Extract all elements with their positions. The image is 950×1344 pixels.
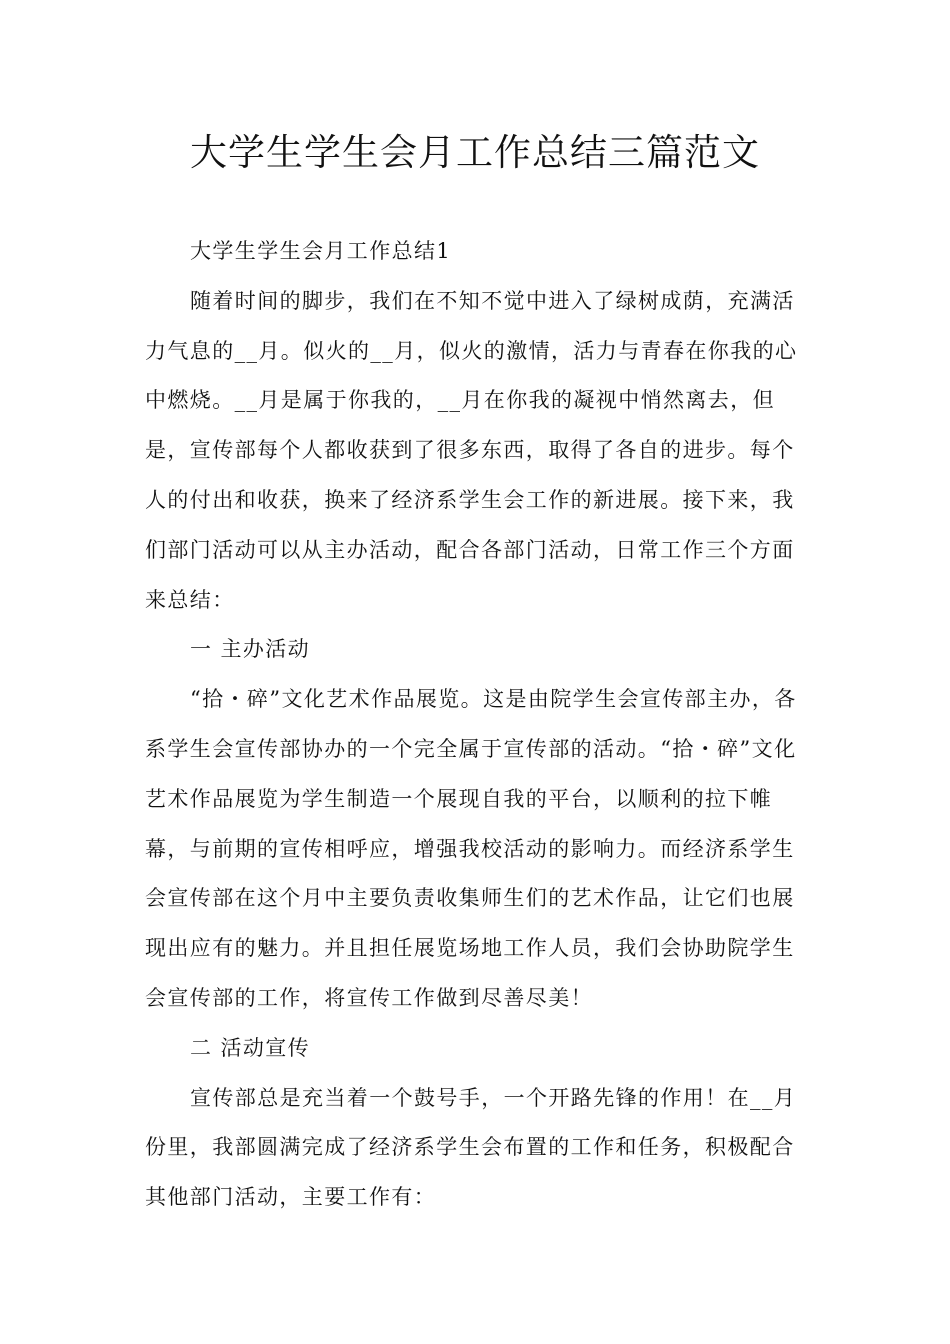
paragraph-publicity: 宣传部总是充当着一个鼓号手，一个开路先锋的作用！在__月份里，我部圆满完成了经济系学生会布置的工作和任务，积极配合其他部门活动，主要工作有：	[145, 1085, 797, 1210]
section-heading-activity-publicity: 二 活动宣传	[190, 1035, 311, 1060]
paragraph-exhibition: “拾・碎”文化艺术作品展览。这是由院学生会宣传部主办，各系学生会宣传部协办的一个完全属于宣传部的活动。“拾・碎”文化艺术作品展览为学生制造一个展现自我的平台，以顺利的拉下帷幕，与前期的宣传相呼应，增强我校活动的影响力。而经济系学生会宣传部在这个月中主要负责收集师生们的艺术作品，让它们也展现出应有的魅力。并且担任展览场地工作人员，我们会协助院学生会宣传部的工作，将宣传工作做到尽善尽美！	[145, 687, 797, 1010]
document-body	[145, 227, 810, 1223]
section-subtitle: 大学生学生会月工作总结1	[190, 239, 452, 263]
section-heading-hosted-activities: 一 主办活动	[190, 637, 311, 662]
document-title: 大学生学生会月工作总结三篇范文	[190, 131, 760, 174]
paragraph-intro: 随着时间的脚步，我们在不知不觉中进入了绿树成荫，充满活力气息的__月。似火的__月，似火的激情，活力与青春在你我的心中燃烧。__月是属于你我的，__月在你我的凝视中悄然离去，但是，宣传部每个人都收获到了很多东西，取得了各自的进步。每个人的付出和收获，换来了经济系学生会工作的新进展。接下来，我们部门活动可以从主办活动，配合各部门活动，日常工作三个方面来总结：	[145, 288, 798, 612]
